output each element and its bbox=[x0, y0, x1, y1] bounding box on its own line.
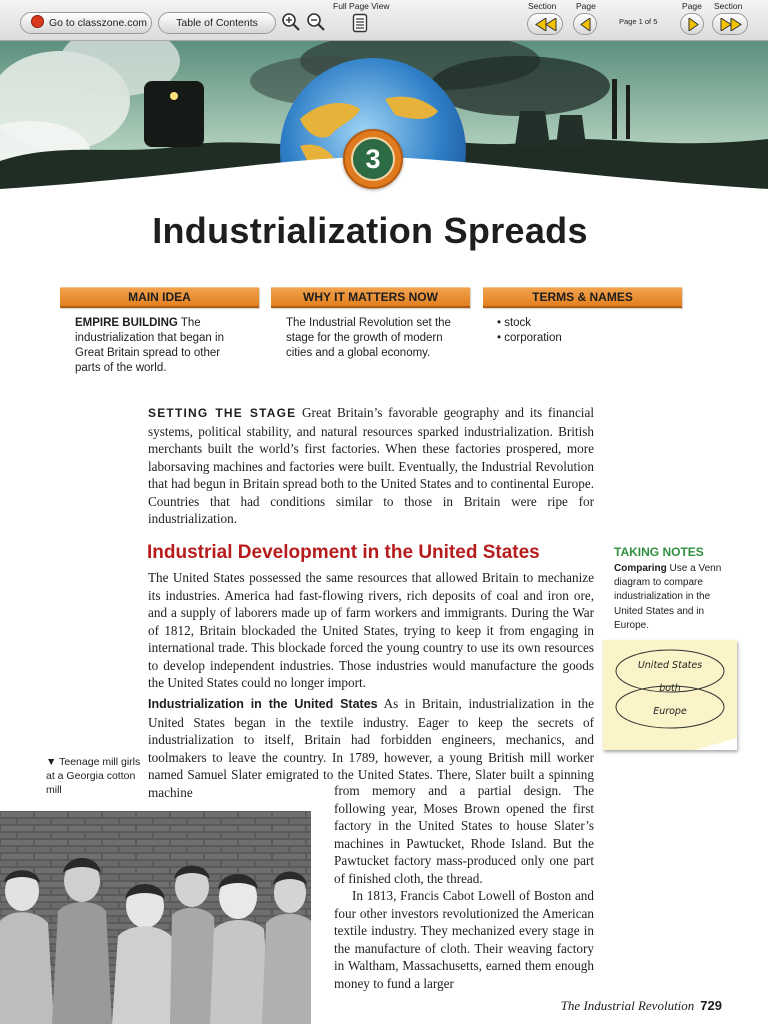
page-footer bbox=[561, 998, 722, 1014]
double-right-arrow-icon bbox=[720, 18, 742, 31]
toolbar bbox=[0, 0, 768, 41]
page-caption-right: Page bbox=[682, 1, 702, 11]
venn-diagram-note bbox=[603, 640, 737, 750]
double-left-arrow-icon bbox=[535, 18, 557, 31]
venn-diagram bbox=[603, 640, 737, 750]
left-arrow-icon bbox=[580, 18, 591, 31]
section-paragraph-3: In 1813, Francis Cabot Lowell of Boston and four other investors revolutionized the American textile industry. They mechanized every stage in the manufacture of cloth. Their weaving factory in Waltham, Massachusetts, earned them enough money to fund a larger bbox=[334, 888, 594, 991]
venn-label-united-states: United States bbox=[637, 660, 703, 671]
classzone-info-icon bbox=[31, 15, 44, 28]
zoom-out-icon[interactable] bbox=[306, 12, 326, 32]
section-caption-left: Section bbox=[528, 1, 557, 11]
section-paragraph-2a: As in Britain, industrialization in the United States began in the textile industry. Eager to keep the secrets of industrialization to itself, Britain had forbidden engineers, mechanics, and toolmakers to leave the country. In 1789, however, a young British mill worker named Samuel Slater emigrated to the United States. There, Slater built a spinning machine bbox=[148, 696, 594, 800]
venn-label-both: both bbox=[659, 683, 681, 694]
section-paragraph-1: The United States possessed the same resources that allowed Britain to mechanize its industries. America had fast-flowing rivers, rich deposits of coal and iron ore, and a supply of laborers made up of farm workers and immigrants. During the War of 1812, Britain blockaded the United States, trying to keep it from engaging in international trade. This blockade forced the young country to use its own resources to develop independent industries. Those industries would manufacture the goods the United States could no longer import. bbox=[148, 570, 594, 690]
mill-girls-photo bbox=[0, 811, 311, 1024]
classzone-label: Go to classzone.com bbox=[49, 17, 148, 29]
taking-notes-lead: Comparing bbox=[614, 563, 667, 574]
zoom-in-icon[interactable] bbox=[281, 12, 301, 32]
page-indicator: Page 1 of 5 bbox=[619, 17, 658, 26]
why-it-matters-header: WHY IT MATTERS NOW bbox=[271, 287, 470, 308]
footer-title: The Industrial Revolution bbox=[560, 998, 695, 1013]
photo-caption: ▼ Teenage mill girls at a Georgia cotton mill bbox=[46, 756, 141, 796]
section-heading: Industrial Development in the United States bbox=[147, 542, 540, 563]
section-caption-right: Section bbox=[714, 1, 743, 11]
chapter-title: Industrialization Spreads bbox=[152, 210, 588, 251]
venn-label-europe: Europe bbox=[653, 706, 687, 717]
toc-label: Table of Contents bbox=[176, 17, 258, 29]
terms-and-names-header: TERMS & NAMES bbox=[483, 287, 682, 308]
section-subheading: Industrialization in the United States bbox=[148, 697, 378, 711]
main-idea-text bbox=[75, 316, 245, 376]
chapter-number: 3 bbox=[351, 137, 395, 181]
full-page-view-icon[interactable] bbox=[352, 13, 368, 33]
taking-notes-body: Use a Venn diagram to compare industrialization in the United States and in Europe. bbox=[614, 563, 722, 631]
page-caption-left: Page bbox=[576, 1, 596, 11]
term-corporation[interactable]: • corporation bbox=[497, 332, 562, 344]
right-arrow-icon bbox=[688, 18, 699, 31]
full-page-view-label: Full Page View bbox=[333, 1, 390, 11]
taking-notes-heading: TAKING NOTES bbox=[614, 545, 704, 559]
setting-the-stage-paragraph bbox=[148, 404, 594, 528]
table-of-contents-button[interactable] bbox=[158, 12, 276, 34]
main-idea-body: The industrialization that began in Great Britain spread to other parts of the world. bbox=[75, 317, 224, 374]
classzone-button[interactable] bbox=[20, 12, 152, 34]
next-section-button[interactable] bbox=[712, 13, 748, 35]
previous-section-button[interactable] bbox=[527, 13, 563, 35]
setting-the-stage-label: SETTING THE STAGE bbox=[148, 406, 297, 420]
terms-list bbox=[497, 316, 667, 346]
setting-the-stage-text: Great Britain’s favorable geography and its financial systems, political stability, and natural resources sparked industrialization. British merchants built the world’s first factories. When these factories prospered, more laborsaving machines and factories were built. Eventually, the Industrial Revolution that had begun in Britain spread both to the United States and to continental Europe. Countries that had conditions similar to those in Britain were ripe for industrialization. bbox=[148, 405, 594, 526]
main-idea-lead: EMPIRE BUILDING bbox=[75, 317, 178, 329]
section-paragraph-2-bottom: from memory and a partial design. The following year, Moses Brown opened the first factory in the United States to house Slater’s machines in Pawtucket, Rhode Island. But the Pawtucket factory mass-produced only one part of finished cloth, the thread. bbox=[334, 783, 594, 886]
taking-notes-text bbox=[614, 562, 726, 633]
chapter-number-badge bbox=[343, 129, 403, 189]
why-it-matters-text: The Industrial Revolution set the stage for the growth of modern cities and a global economy. bbox=[286, 317, 451, 359]
main-idea-header: MAIN IDEA bbox=[60, 287, 259, 308]
term-stock[interactable]: • stock bbox=[497, 317, 532, 329]
page-number: 729 bbox=[700, 998, 722, 1013]
previous-page-button[interactable] bbox=[573, 13, 597, 35]
next-page-button[interactable] bbox=[680, 13, 704, 35]
